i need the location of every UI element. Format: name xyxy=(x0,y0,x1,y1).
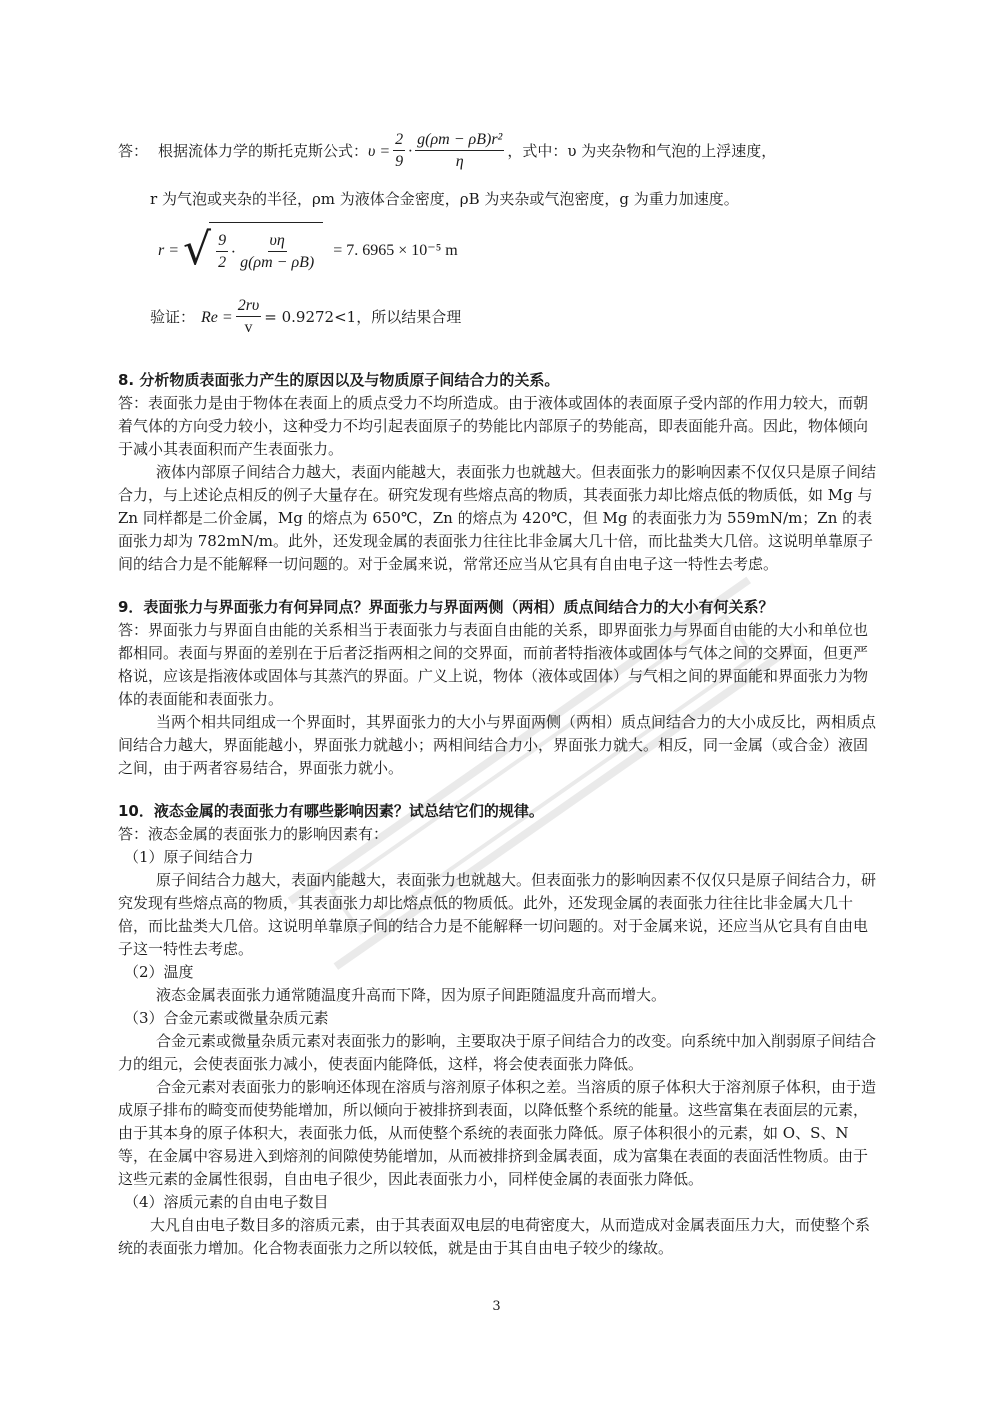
question-10-intro: 答：液态金属的表面张力的影响因素有： xyxy=(118,825,389,843)
section-2-text: 液态金属表面张力通常随温度升高而下降，因为原子间距随温度升高而增大。 xyxy=(156,986,667,1004)
stokes-fraction-2: $\frac{\text{g(ρm − ρB)r²}}{\eta}$ xyxy=(417,130,503,170)
question-10-title: 10．液态金属的表面张力有哪些影响因素？试总结它们的规律。 xyxy=(118,802,544,820)
reynolds-result: = 0.9272<1，所以结果合理 xyxy=(264,307,462,326)
question-9-answer-p2: 当两个相共同组成一个界面时，其界面张力的大小与界面两侧（两相）质点间结合力的大小成反比，两相质点间结合力越大，界面能越小，界面张力就越小；两相间结合力小，界面张力就大。相反，同一金属（或合金）液固之间，由于两者容易结合，界面张力就小。 xyxy=(118,713,877,777)
radius-formula-line xyxy=(158,217,878,283)
section-1-text: 原子间结合力越大，表面内能越大，表面张力也就越大。但表面张力的影响因素不仅仅只是原子间结合力，研究发现有些熔点高的物质，其表面张力却比熔点低的物质低。此外，还发现金属的表面张力往往比非金属大几十倍，而比盐类大几倍。这说明单靠原子间的结合力是不能解释一切问题的。对于金属来说，还应当从它具有自由电子这一特性去考虑。 xyxy=(118,871,877,958)
question-9-answer-p1: 答：界面张力与界面自由能的关系相当于表面张力与表面自由能的关系，即界面张力与界面自由能的大小和单位也都相同。表面与界面的差别在于后者泛指两相之间的交界面，而前者特指液体或固体与气体之间的交界面，但更严格说，应该是指液体或固体与其蒸汽的界面。广义上说，物体（液体或固体）与气相之间的界面能和界面张力为物体的表面能和表面张力。 xyxy=(118,621,869,708)
page-number: 3 xyxy=(492,1299,501,1314)
reynolds-lhs: Re = xyxy=(201,308,233,326)
radius-lhs: r = xyxy=(158,241,180,259)
radius-fraction-1: $\frac{9}{2}$ xyxy=(218,232,227,271)
section-2-title: （2）温度 xyxy=(124,963,194,981)
section-3-text-1: 合金元素或微量杂质元素对表面张力的影响，主要取决于原子间结合力的改变。向系统中加入削弱原子间结合力的组元，会使表面张力减小，使表面内能降低，这样，将会使表面张力降低。 xyxy=(118,1032,877,1073)
question-8-title: 8. 分析物质表面张力产生的原因以及与物质原子间结合力的关系。 xyxy=(118,371,560,389)
document-page xyxy=(118,120,878,1260)
formula-intro: 根据流体力学的斯托克斯公式： xyxy=(158,141,369,160)
question-8-answer-p1: 答：表面张力是由于物体在表面上的质点受力不均所造成。由于液体或固体的表面原子受内部的作用力较大，而朝着气体的方向受力较小，这种受力不均引起表面原子的势能比内部原子的势能高，即表面能升高。因此，物体倾向于减小其表面积而产生表面张力。 xyxy=(118,394,869,458)
radius-fraction-2: $\frac{\upsilon\eta}{g(\rho m - \rho B)}$ xyxy=(240,232,315,271)
reynolds-fraction: $\frac{2r\upsilon}{v}$ xyxy=(237,296,260,336)
section-3-text-2: 合金元素对表面张力的影响还体现在溶质与溶剂原子体积之差。当溶质的原子体积大于溶剂原子体积，由于造成原子排布的畸变而使势能增加，所以倾向于被排挤到表面，以降低整个系统的能量。这些富集在表面层的元素，由于其本身的原子体积大，表面张力低，从而使整个系统的表面张力降低。原子体积很小的元素，如 O、S、N 等，在金属中容易进入到熔剂的间隙使势能增加，从而被排挤到金属表面，成为富集在表面的表面活性物质。由于这些元素的金属性很弱，自由电子很少，因此表面张力小，同样使金属的表面张力降低。 xyxy=(118,1078,877,1188)
question-9-title: 9．表面张力与界面张力有何异同点？界面张力与界面两侧（两相）质点间结合力的大小有何关系？ xyxy=(118,598,774,616)
section-3-title: （3）合金元素或微量杂质元素 xyxy=(124,1009,329,1027)
sqrt-expression: √ $\frac{9}{2}$ · $\frac{\upsilon\eta}{g(\rho m - \rho B)}$ xyxy=(183,222,323,278)
radical-sign: √ xyxy=(183,224,212,275)
stokes-tail: ，式中：υ 为夹杂物和气泡的上浮速度， xyxy=(507,141,777,160)
reynolds-verify-line xyxy=(150,287,878,347)
verify-label: 验证： xyxy=(150,307,196,326)
stokes-fraction-1: $\frac{2}{9}$ xyxy=(395,130,404,170)
section-4-text: 大凡自由电子数目多的溶质元素，由于其表面双电层的电荷密度大，从而造成对金属表面压力大，而使整个系统的表面张力增加。化合物表面张力之所以较低，就是由于其自由电子较少的缘故。 xyxy=(118,1216,871,1257)
question-8-answer-p2: 液体内部原子间结合力越大，表面内能越大，表面张力也就越大。但表面张力的影响因素不仅仅只是原子间结合力，与上述论点相反的例子大量存在。研究发现有些熔点高的物质，其表面张力却比熔点低的物质低，如 Mg 与 Zn 同样都是二价金属，Mg 的熔点为 650℃，Zn 的熔点为 420℃，但 Mg 的表面张力为 559mN/m；Zn 的表面张力却为 782mN/m。此外，还发现金属的表面张力往往比非金属大几十倍，而比盐类大几倍。这说明单靠原子间的结合力是不能解释一切问题的。对于金属来说，常常还应当从它具有自由电子这一特性去考虑。 xyxy=(118,463,877,573)
stokes-formula-line: 答： 根据流体力学的斯托克斯公式： υ = $\frac{2}{9}$ · $\frac{\text{g(ρm − ρB)r²}}{\eta}$ ，式中：υ 为夹杂物和气泡的上浮速度， xyxy=(118,120,878,182)
answer-prefix: 答： xyxy=(118,141,149,160)
section-4-title: （4）溶质元素的自由电子数目 xyxy=(124,1193,329,1211)
section-1-title: （1）原子间结合力 xyxy=(124,848,254,866)
stokes-lhs: υ = xyxy=(368,142,391,160)
variable-definitions: r 为气泡或夹杂的半径，ρm 为液体合金密度，ρB 为夹杂或气泡密度，g 为重力加速度。 xyxy=(150,190,739,208)
radius-result: = 7. 6965 × 10⁻⁵ m xyxy=(333,241,458,259)
